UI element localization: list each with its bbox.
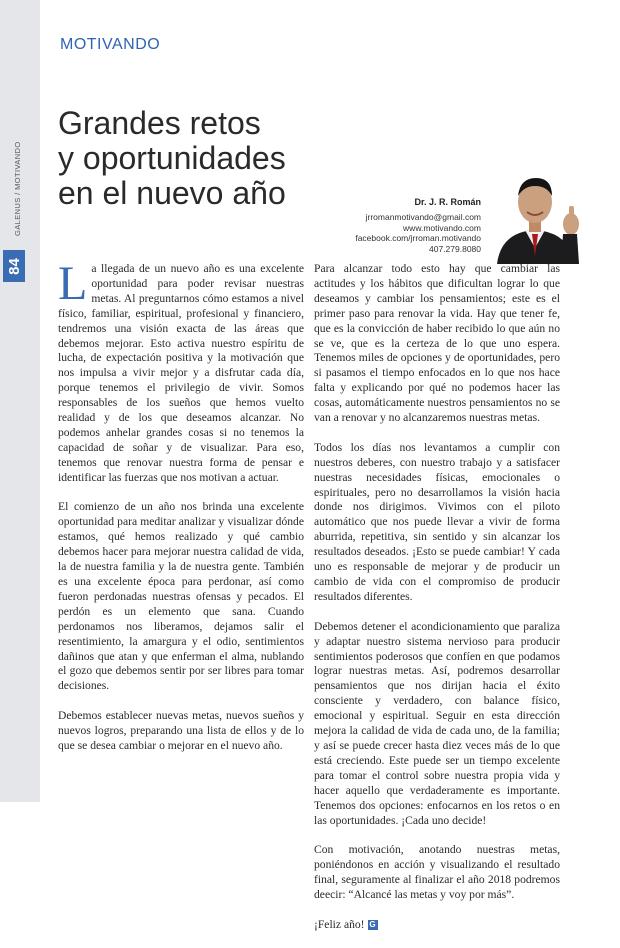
article-paragraph-continued: Para alcanzar todo esto hay que cambiar las actitudes y los hábitos que dificultan lograr lo que deseamos y cambiar los pensamientos; este es el primer paso para renovar la vida. Hay que tener fe, que es la convicción de haber recibido lo que aún no se ve, que es la certeza de lo que uno espera. Tenemos miles de opciones y de oportunidades, pero si pasamos el tiempo enfocados en lo que nos hace falta y explicando por qué no podemos hacer las cosas, automáticamente nuestros pensamientos no se van a renovar y no alcanzaremos nuestras metas. xyxy=(314,262,560,425)
running-header: GALENUS / MOTIVANDO xyxy=(13,141,22,236)
closing-line xyxy=(314,918,560,933)
article-paragraph: Todos los días nos levantamos a cumplir con nuestros deberes, con nuestro trabajo y a satisfacer nuestras necesidades físicas, emocionales o espirituales, pero no desarrollamos la visión hacia donde nos dirigimos. Vivimos con el piloto automático que nos puede llevar a vivir de forma aburrida, repetitiva, sin sentido y sin alcanzar los resultados deseados. ¡Esto se puede cambiar! Y cada uno es responsable de mejorar y de producir un cambio de vida con el compromiso de producir resultados diferentes. xyxy=(314,440,560,603)
article-title xyxy=(58,106,328,211)
end-of-article-icon: G xyxy=(369,920,376,930)
side-strip xyxy=(0,0,40,802)
title-line: y oportunidades xyxy=(58,140,286,176)
author-contacts xyxy=(355,212,481,254)
drop-cap: L xyxy=(58,257,88,310)
author-phone: 407.279.8080 xyxy=(429,243,481,254)
author-portrait xyxy=(485,164,587,264)
article-paragraph-text: a llegada de un nuevo año es una excelente oportunidad para poder revisar nuestras metas. Al preguntarnos cómo estamos a nivel físico, familiar, espiritual, profesional y financiero, tendremos una visión exacta de las áreas que debemos mejorar. Esto activa nuestro espíritu de lucha, de expectación positiva y la motivación que nos impulsa a vivir mejor y a disfrutar cada día, porque tenemos el privilegio de vivir. Somos responsables de los sueños que hemos vuelto realidad y de los que deseamos alcanzar. No podemos anhelar grandes cosas si no tenemos la capacidad de soñar y de visualizar. Para eso, tenemos que renovar nuestra forma de pensar e identificar las fuerzas que nos motivan a actuar. xyxy=(58,262,304,484)
page-number-text: 84 xyxy=(5,257,23,275)
author-name: Dr. J. R. Román xyxy=(414,197,481,207)
article-paragraph: Debemos detener el acondicionamiento que paraliza y adaptar nuestro sistema nervioso para producir sentimientos poderosos que confíen en que podamos lograr nuestras metas. Así, podremos desarrollar pensamientos que nos dirijan hacia el éxito consciente y verdadero, con balance físico, emocional y espiritual. Seguir en esta dirección mejora la calidad de vida de cada uno, de la familia; y así se puede crecer hasta diez veces más de lo que está creciendo. Este puede ser un tiempo excelente para tomar el control sobre nuestra propia vida y hacer aquello que verdaderamente es importante. Tenemos dos opciones: enfocarnos en los retos o en las oportunidades. ¡Cada uno decide! xyxy=(314,619,560,827)
article-paragraph xyxy=(58,257,304,486)
author-website: www.motivando.com xyxy=(403,222,481,233)
page-number xyxy=(3,250,25,282)
section-label: MOTIVANDO xyxy=(60,36,161,53)
article-paragraph: Con motivación, anotando nuestras metas, poniéndonos en acción y visualizando el resultado final, seguramente al finalizar el año 2018 podremos deecir: “Alcancé las metas y voy por más”. xyxy=(314,843,560,902)
author-email: jrromanmotivando@gmail.com xyxy=(365,212,481,222)
closing-text: ¡Feliz año! xyxy=(314,917,365,931)
article-column-left xyxy=(58,257,304,769)
article-paragraph: Debemos establecer nuevas metas, nuevos sueños y nuevos logros, preparando una lista de ellos y de lo que se desea cambiar o mejorar en el nuevo año. xyxy=(58,709,304,752)
article-column-right xyxy=(314,262,560,948)
title-line: en el nuevo año xyxy=(58,175,286,211)
article-paragraph: El comienzo de un año nos brinda una excelente oportunidad para meditar analizar y visualizar dónde estamos, qué hemos realizado y qué cambio debemos hacer para mejorar nuestra calidad de vida, la de nuestra familia y la de nuestra gente. También es una excelente época para perdonar, así como fueron perdonadas nuestras ofensas y pecados. El perdón es un elemento que sana. Cuando perdonamos nos liberamos, dejamos salir el resentimiento, la amargura y el odio, sentimientos dañinos que atan y que enferman el alma, nublando el gozo que debemos sentir por ser libres para tomar decisiones. xyxy=(58,500,304,693)
author-facebook: facebook.com/jrroman.motivando xyxy=(355,233,481,243)
title-line: Grandes retos xyxy=(58,105,261,141)
